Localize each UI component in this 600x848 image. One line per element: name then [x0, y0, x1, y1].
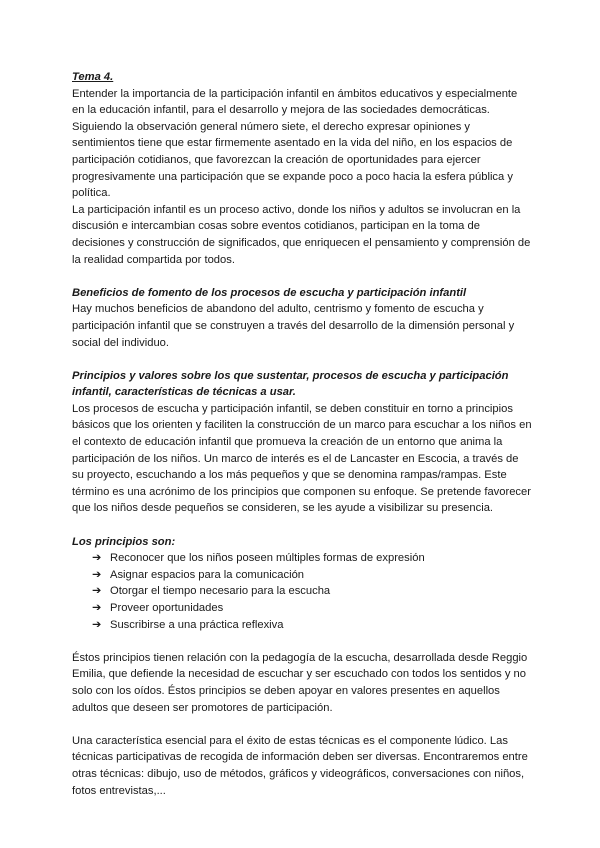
list-item-text: Asignar espacios para la comunicación [110, 568, 305, 581]
list-item [92, 600, 532, 617]
spacer [72, 633, 532, 650]
list-item [92, 550, 532, 567]
list-item [92, 617, 532, 634]
reggio-paragraph: Éstos principios tienen relación con la pedagogía de la escucha, desarrollada desde Reggio Emilia, que defiende la necesidad de escuchar y ser escuchado con todos los sentidos y no solo con los oídos. Éstos principios se deben apoyar en valores presentes en aquellos adultos que deseen ser promotores de participación. [72, 651, 528, 714]
page-title: Tema 4. [72, 71, 114, 83]
benefits-heading: Beneficios de fomento de los procesos de escucha y participación infantil [72, 286, 467, 299]
principles-paragraph: Los procesos de escucha y participación infantil, se deben constituir en torno a principios básicos que los orienten y faciliten la construcción de un marco para escuchar a los niños en el contexto de educación infantil que promueva la creación de un entorno que anima la participación de los niños. Un marco de interés es el de Lancaster en Escocia, a través de su proyecto, escuchando a los más pequeños y que se denomina rampas/rampas. Este término es una acrónimo de los principios que componen su enfoque. Se pretende favorecer que los niños desde pequeños se consideren, se les ayude a visibilizar su presencia. [72, 402, 532, 515]
intro-paragraph-1: Entender la importancia de la participación infantil en ámbitos educativos y especialmente en la educación infantil, para el desarrollo y mejora de las sociedades democráticas. Siguiendo la observación general número siete, el derecho expresar opiniones y sentimientos tiene que estar firmemente asentado en la vida del niño, en los espacios de participación cotidianos, que favorezcan la creación de oportunidades para ejercer progresivamente una participación que se expande poco a poco hacia la esfera pública y política. [72, 87, 518, 200]
spacer [72, 716, 532, 733]
spacer [72, 351, 532, 368]
arrow-bullet-icon: ➔ [92, 568, 102, 581]
arrow-bullet-icon: ➔ [92, 602, 102, 614]
spacer [72, 517, 532, 534]
principles-list-heading: Los principios son: [72, 535, 176, 548]
principles-heading: Principios y valores sobre los que sustentar, procesos de escucha y participación infantil, características de técnicas a usar. [72, 369, 509, 399]
list-item-text: Otorgar el tiempo necesario para la escucha [110, 585, 331, 598]
ludic-paragraph: Una característica esencial para el éxito de estas técnicas es el componente lúdico. Las técnicas participativas de recogida de información deben ser diversas. Encontraremos entre otras técnicas: dibujo, uso de métodos, gráficos y videográficos, conversaciones con niños, fotos entrevistas,... [72, 734, 528, 797]
document-body [72, 69, 532, 799]
intro-paragraph-2: La participación infantil es un proceso activo, donde los niños y adultos se involucran en la discusión e intercambian cosas sobre eventos cotidianos, participan en la toma de decisiones y construcción de significados, que enriquecen el pensamiento y comprensión de la realidad compartida por todos. [72, 203, 531, 266]
list-item-text: Suscribirse a una práctica reflexiva [110, 618, 284, 631]
list-item-text: Reconocer que los niños poseen múltiples formas de expresión [110, 552, 425, 565]
list-item-text: Proveer oportunidades [110, 602, 224, 614]
benefits-paragraph: Hay muchos beneficios de abandono del adulto, centrismo y fomento de escucha y participación infantil que se construyen a través del desarrollo de la dimensión personal y social del individuo. [72, 303, 515, 349]
arrow-bullet-icon: ➔ [92, 585, 102, 598]
list-item [92, 583, 532, 600]
principles-list [72, 550, 532, 633]
list-item [92, 567, 532, 584]
arrow-bullet-icon: ➔ [92, 552, 102, 565]
arrow-bullet-icon: ➔ [92, 618, 102, 631]
spacer [72, 268, 532, 285]
